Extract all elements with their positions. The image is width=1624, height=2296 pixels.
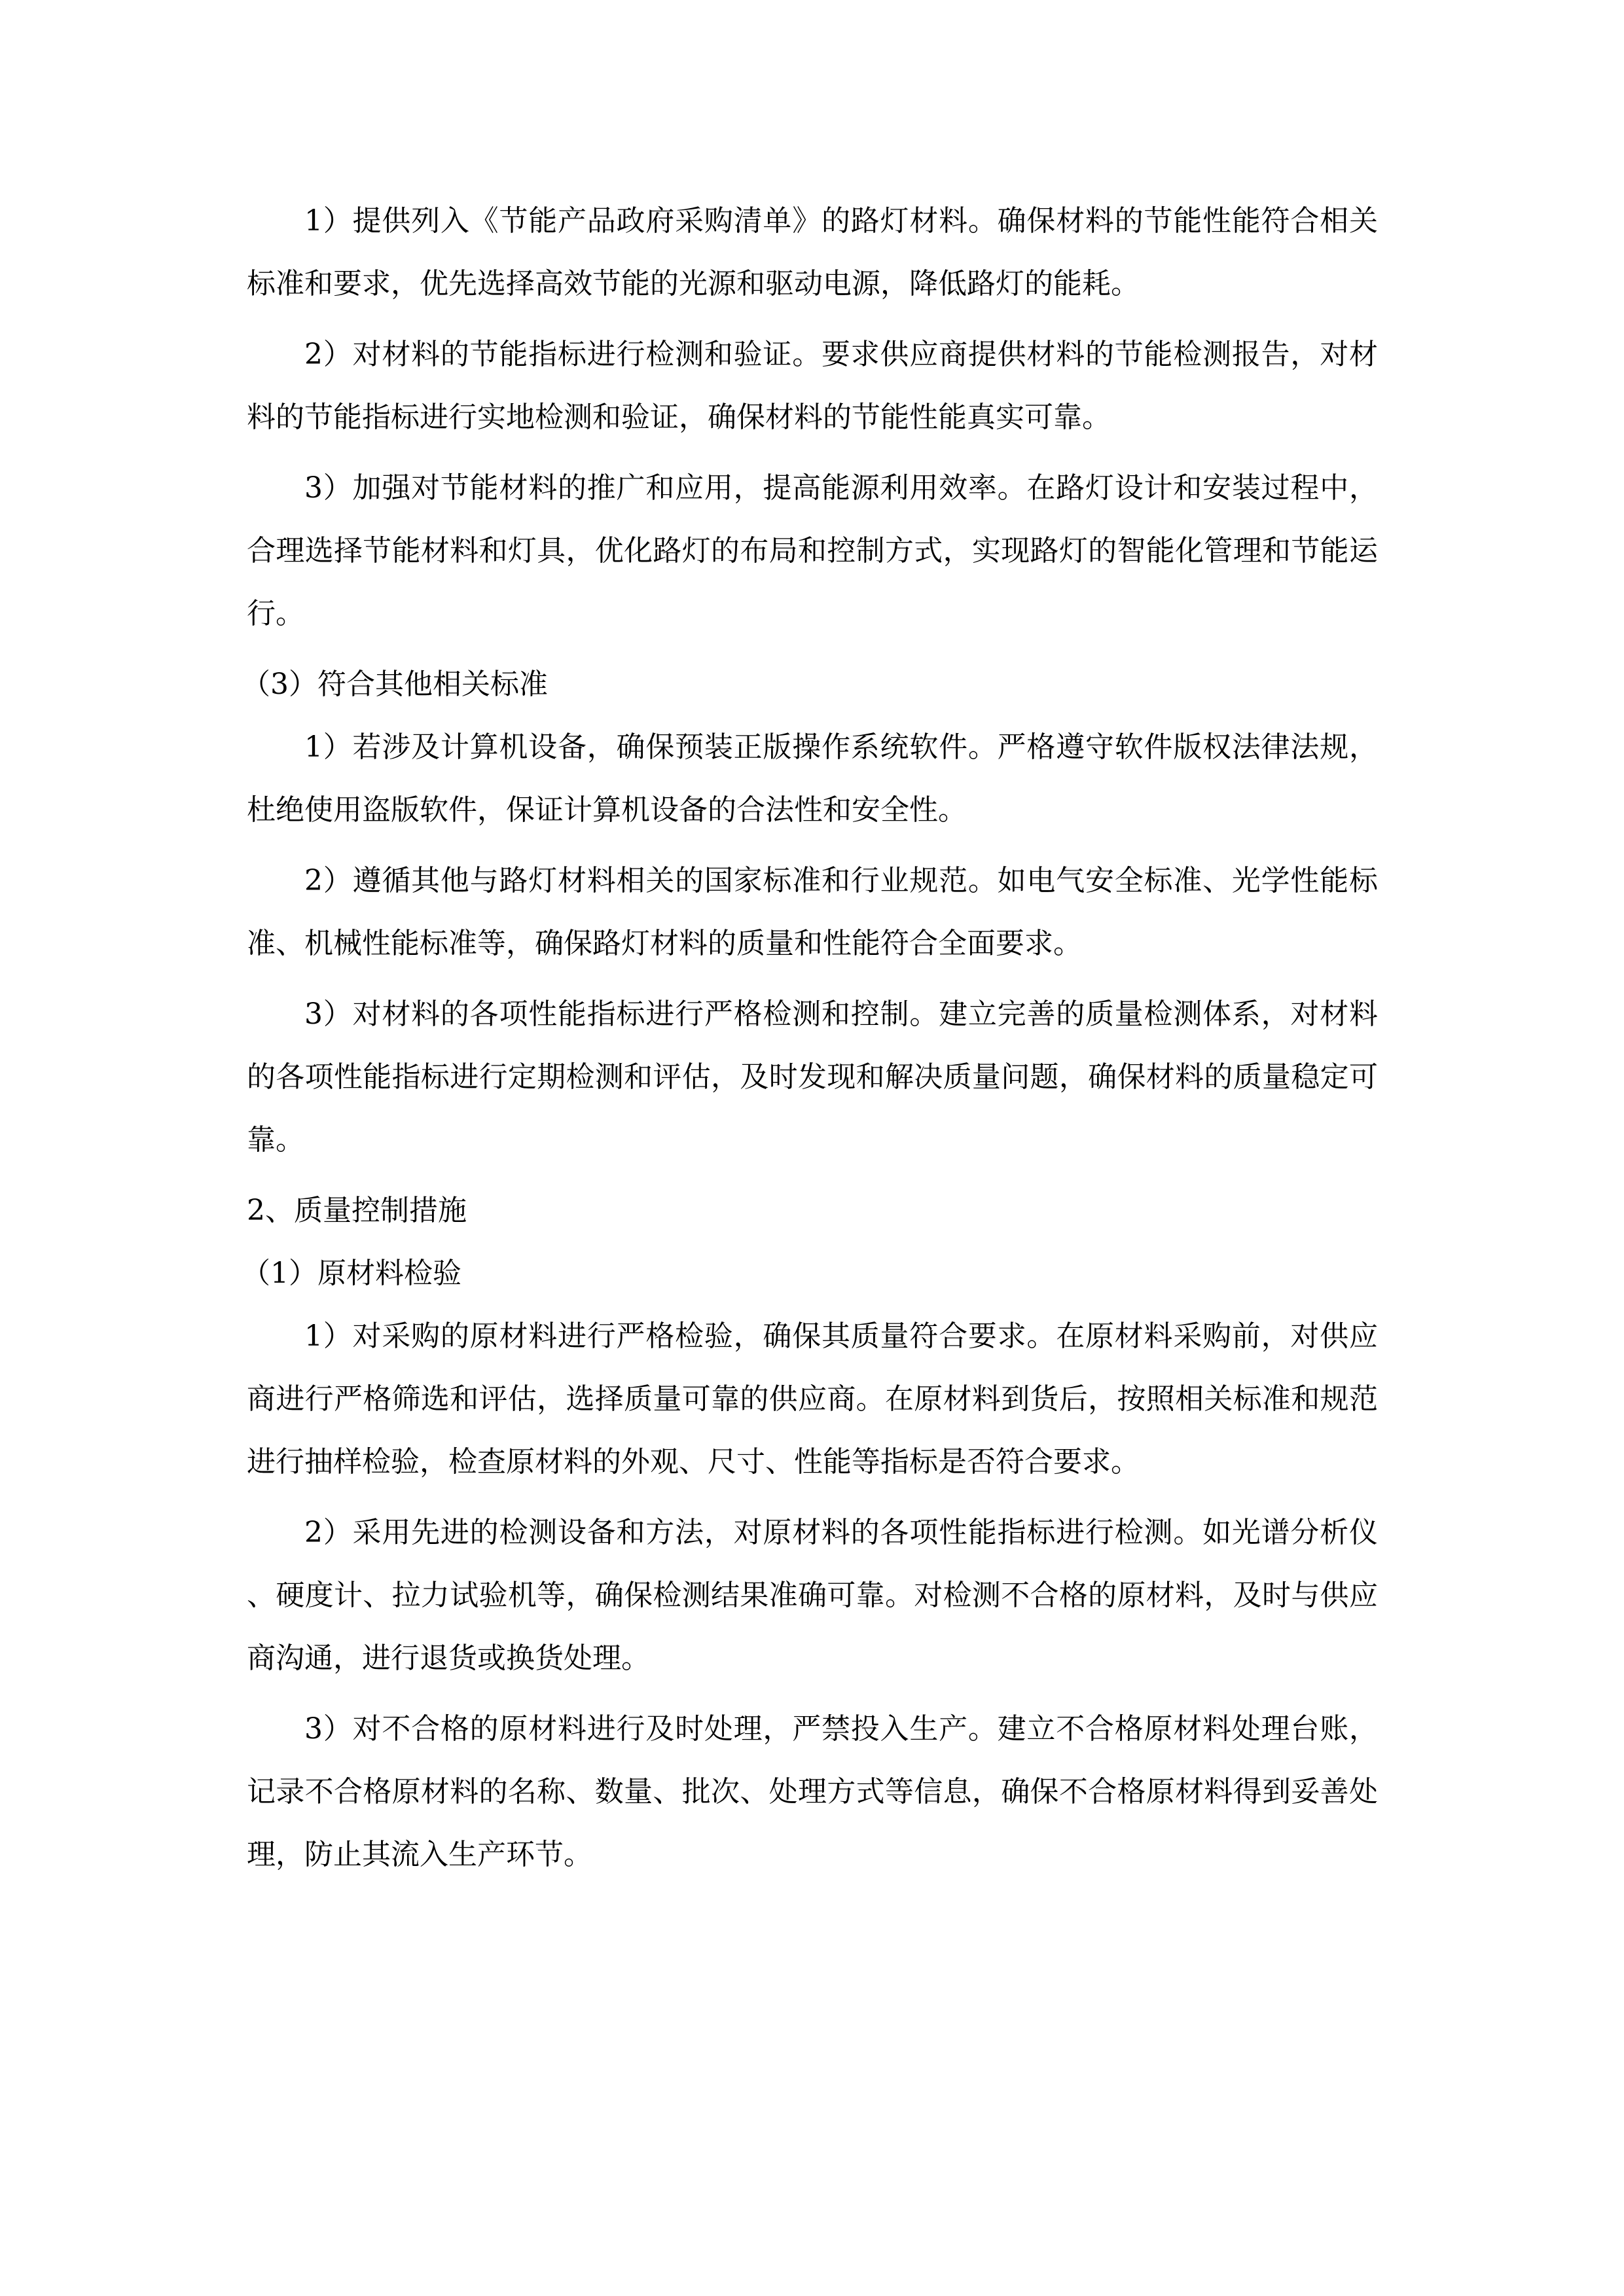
subheading-other-standards: （3）符合其他相关标准: [242, 668, 548, 701]
section-heading-quality-control: 2、质量控制措施: [247, 1194, 467, 1227]
paragraph-performance-testing: 3）对材料的各项性能指标进行严格检测和控制。建立完善的质量检测体系，对材料的各项性能指标进行定期检测和评估，及时发现和解决质量问题，确保材料的质量稳定可靠。: [247, 997, 1378, 1157]
paragraph-advanced-equipment: 2）采用先进的检测设备和方法，对原材料的各项性能指标进行检测。如光谱分析仪、硬度计、拉力试验机等，确保检测结果准确可靠。对检测不合格的原材料，及时与供应商沟通，进行退货或换货处理。: [247, 1516, 1378, 1675]
paragraph-national-standards: 2）遵循其他与路灯材料相关的国家标准和行业规范。如电气安全标准、光学性能标准、机械性能标准等，确保路灯材料的质量和性能符合全面要求。: [247, 864, 1378, 960]
paragraph-genuine-software: 1）若涉及计算机设备，确保预装正版操作系统软件。严格遵守软件版权法律法规，杜绝使用盗版软件，保证计算机设备的合法性和安全性。: [247, 730, 1378, 827]
document-body: [242, 190, 1378, 1894]
subheading-raw-material-inspection: （1）原材料检验: [242, 1257, 461, 1290]
paragraph-energy-testing: 2）对材料的节能指标进行检测和验证。要求供应商提供材料的节能检测报告，对材料的节能指标进行实地检测和验证，确保材料的节能性能真实可靠。: [247, 338, 1378, 434]
paragraph-energy-promotion: 3）加强对节能材料的推广和应用，提高能源利用效率。在路灯设计和安装过程中，合理选择节能材料和灯具，优化路灯的布局和控制方式，实现路灯的智能化管理和节能运行。: [247, 471, 1378, 630]
paragraph-energy-list-materials: 1）提供列入《节能产品政府采购清单》的路灯材料。确保材料的节能性能符合相关标准和要求，优先选择高效节能的光源和驱动电源，降低路灯的能耗。: [247, 204, 1378, 300]
paragraph-nonconforming-handling: 3）对不合格的原材料进行及时处理，严禁投入生产。建立不合格原材料处理台账，记录不合格原材料的名称、数量、批次、处理方式等信息，确保不合格原材料得到妥善处理，防止其流入生产环节。: [247, 1712, 1378, 1871]
paragraph-raw-material-check: 1）对采购的原材料进行严格检验，确保其质量符合要求。在原材料采购前，对供应商进行严格筛选和评估，选择质量可靠的供应商。在原材料到货后，按照相关标准和规范进行抽样检验，检查原材料的外观、尺寸、性能等指标是否符合要求。: [247, 1319, 1378, 1479]
